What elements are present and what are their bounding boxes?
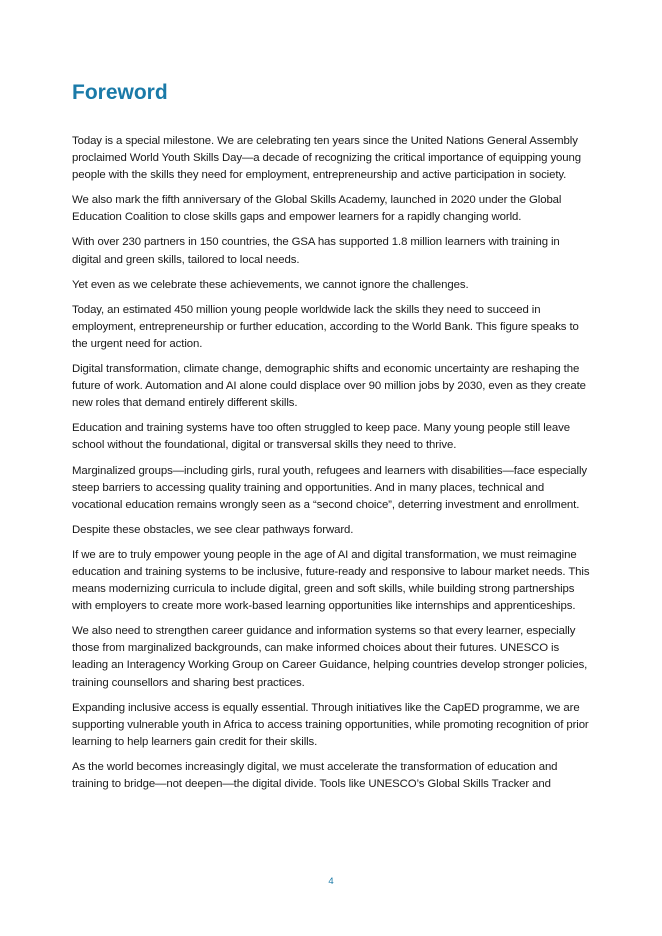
paragraph: We also mark the fifth anniversary of the Global Skills Academy, launched in 2020 under the Global Education Coalition to close skills gaps and empower learners for a rapidly changing world. (72, 194, 562, 224)
paragraph: We also need to strengthen career guidance and information systems so that every learner, especially those from marginalized backgrounds, can make informed choices about their futures. UNESCO is leading an Interagency Working Group on Career Guidance, helping countries develop stronger policies, training counsellors and sharing best practices. (72, 625, 588, 689)
paragraph: As the world becomes increasingly digital, we must accelerate the transformation of education and training to bridge—not deepen—the digital divide. Tools like UNESCO’s Global Skills Tracker and (72, 760, 558, 790)
paragraph: Today, an estimated 450 million young people worldwide lack the skills they need to succeed in employment, entrepreneurship or further education, according to the World Bank. This figure speaks to the urgent need for action. (72, 303, 579, 350)
paragraph: If we are to truly empower young people in the age of AI and digital transformation, we must reimagine education and training systems to be inclusive, future-ready and responsive to labour market needs. This means modernizing curricula to include digital, green and soft skills, while building strong partnerships with employers to create more work-based learning opportunities like internships and apprenticeships. (72, 548, 590, 613)
paragraph: Expanding inclusive access is equally essential. Through initiatives like the CapED programme, we are supporting vulnerable youth in Africa to access training opportunities, while promoting recognition of prior learning to help learners gain credit for their skills. (72, 701, 589, 748)
body-text (72, 133, 590, 801)
paragraph: Marginalized groups—including girls, rural youth, refugees and learners with disabilities—face especially steep barriers to accessing quality training and opportunities. And in many places, technical and vocational education remains wrongly seen as a “second choice”, deterring investment and enrollment. (72, 464, 587, 511)
paragraph: Education and training systems have too often struggled to keep pace. Many young people still leave school without the foundational, digital or transversal skills they need to thrive. (72, 422, 570, 452)
page-number: 4 (328, 876, 334, 887)
paragraph: Digital transformation, climate change, demographic shifts and economic uncertainty are reshaping the future of work. Automation and AI alone could displace over 90 million jobs by 2030, even as they create new roles that demand entirely different skills. (72, 363, 586, 410)
paragraph: With over 230 partners in 150 countries, the GSA has supported 1.8 million learners with training in digital and green skills, tailored to local needs. (72, 236, 560, 266)
paragraph: Yet even as we celebrate these achievements, we cannot ignore the challenges. (72, 278, 469, 291)
paragraph: Despite these obstacles, we see clear pathways forward. (72, 523, 354, 536)
page-title: Foreword (72, 81, 168, 104)
paragraph: Today is a special milestone. We are celebrating ten years since the United Nations General Assembly proclaimed World Youth Skills Day—a decade of recognizing the critical importance of equipping young people with the skills they need for employment, entrepreneurship and active participation in society. (72, 135, 581, 182)
